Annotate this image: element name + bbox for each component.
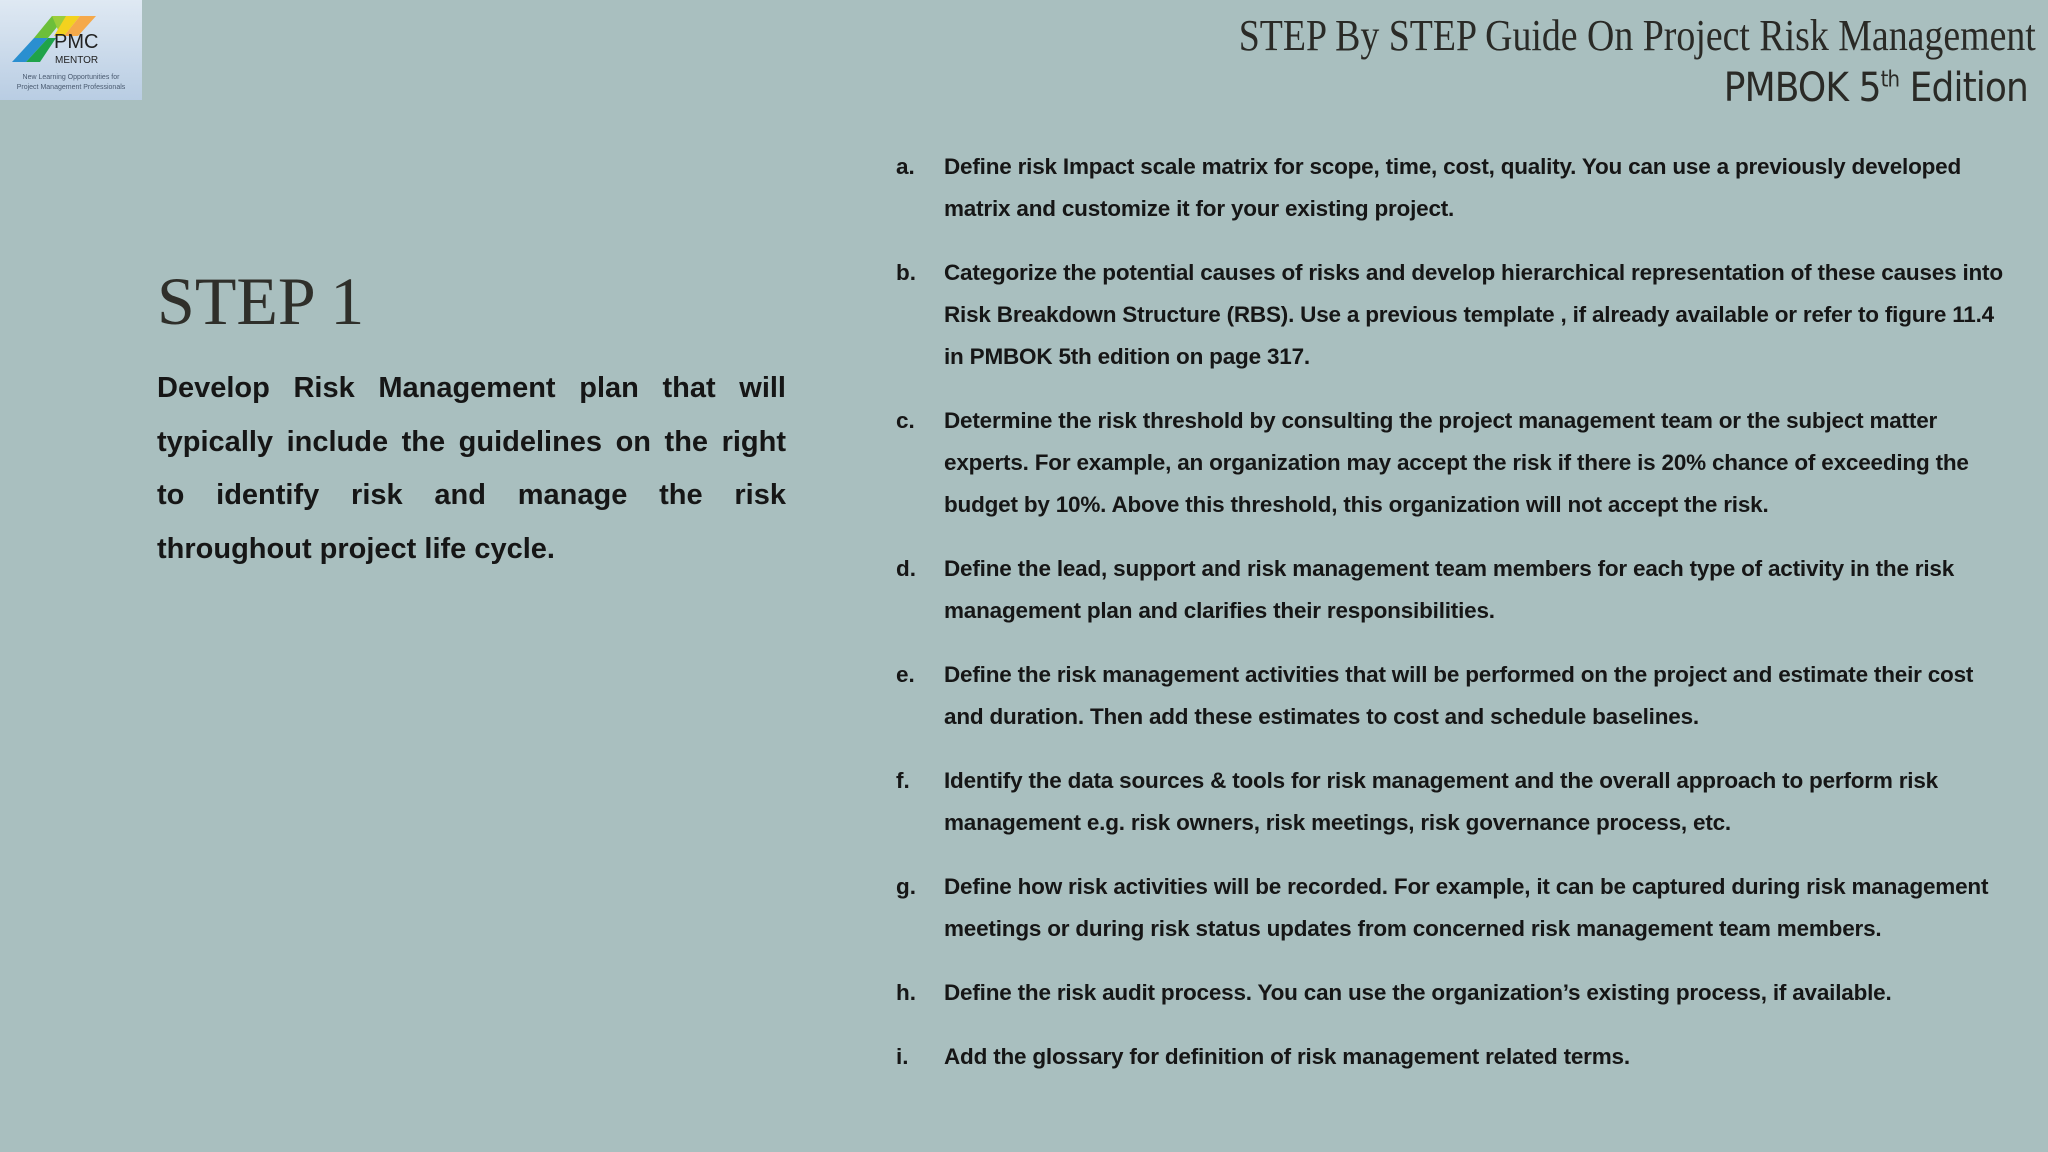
step-description: Develop Risk Management plan that will typically include the guidelines on the right to identify risk and manage the risk throughout project life cycle. <box>157 372 786 565</box>
guideline-item <box>896 760 2016 844</box>
guideline-item <box>896 866 2016 950</box>
guideline-letter: h. <box>896 980 916 1005</box>
guideline-item <box>896 1036 2016 1078</box>
slide-subtitle: PMBOK 5th Edition <box>1723 65 2028 111</box>
guideline-item <box>896 252 2016 378</box>
svg-text:PMC: PMC <box>54 31 99 53</box>
logo-mark-icon <box>0 0 142 70</box>
guideline-letter: a. <box>896 154 915 179</box>
svg-text:MENTOR: MENTOR <box>55 55 99 66</box>
guideline-text: Define how risk activities will be recorded. For example, it can be captured during risk management meetings or during risk status updates from concerned risk management team members. <box>944 874 1989 941</box>
guideline-letter: e. <box>896 662 915 687</box>
guideline-item <box>896 400 2016 526</box>
guideline-text: Identify the data sources & tools for risk management and the overall approach to perform risk management e.g. risk owners, risk meetings, risk governance process, etc. <box>944 768 1938 835</box>
guideline-letter: c. <box>896 408 915 433</box>
logo-tagline: New Learning Opportunities for <box>22 74 120 81</box>
guideline-letter: f. <box>896 768 910 793</box>
guideline-item <box>896 146 2016 230</box>
guideline-letter: b. <box>896 260 916 285</box>
guideline-list <box>896 146 2016 1100</box>
guideline-text: Define risk Impact scale matrix for scope, time, cost, quality. You can use a previously developed matrix and customize it for your existing project. <box>944 154 1962 221</box>
pmc-mentor-logo <box>0 0 142 100</box>
guideline-letter: i. <box>896 1044 909 1069</box>
guideline-text: Add the glossary for definition of risk management related terms. <box>944 1044 1630 1069</box>
guideline-item <box>896 972 2016 1014</box>
guideline-letter: d. <box>896 556 916 581</box>
guideline-item <box>896 654 2016 738</box>
guideline-item <box>896 548 2016 632</box>
guideline-text: Define the risk audit process. You can use the organization’s existing process, if available. <box>944 980 1892 1005</box>
slide-title: STEP By STEP Guide On Project Risk Management <box>1238 11 2036 60</box>
guideline-letter: g. <box>896 874 916 899</box>
step-heading: STEP 1 <box>157 263 365 339</box>
guideline-text: Determine the risk threshold by consulting the project management team or the subject matter experts. For example, an organization may accept the risk if there is 20% chance of exceeding the budget by 10%. Above this threshold, this organization will not accept the risk. <box>944 408 1969 517</box>
guideline-text: Define the lead, support and risk management team members for each type of activity in the risk management plan and clarifies their responsibilities. <box>944 556 1955 623</box>
guideline-text: Define the risk management activities that will be performed on the project and estimate their cost and duration. Then add these estimates to cost and schedule baselines. <box>944 662 1974 729</box>
guideline-text: Categorize the potential causes of risks and develop hierarchical representation of these causes into Risk Breakdown Structure (RBS). Use a previous template , if already available or refer to figure 11.4 in PMBOK 5th edition on page 317. <box>944 260 2003 369</box>
logo-tagline: Project Management Professionals <box>16 84 126 91</box>
